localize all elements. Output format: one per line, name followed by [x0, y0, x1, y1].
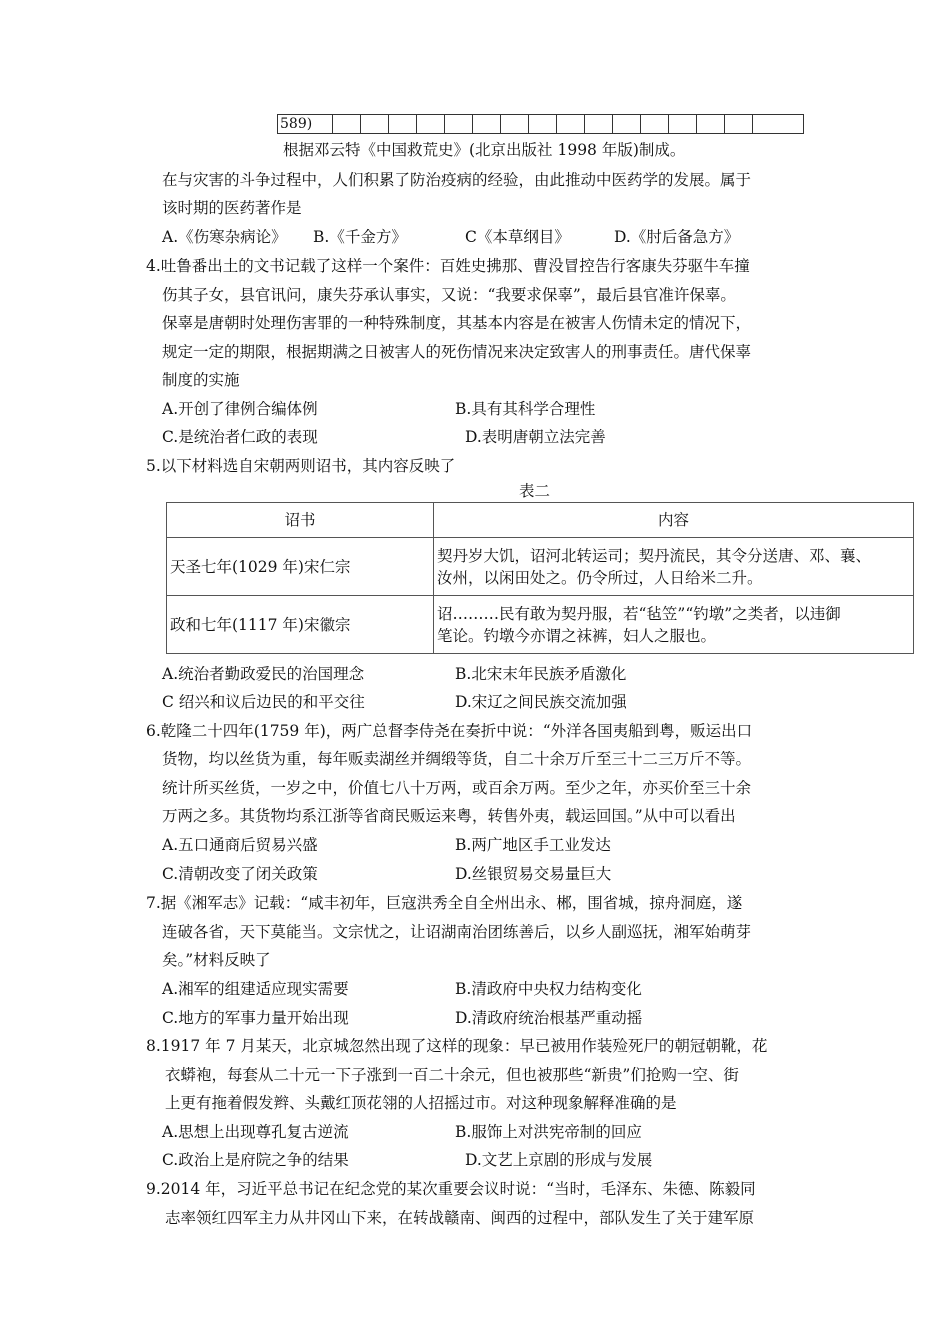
- q4-stem-line: 规定一定的期限，根据期满之日被害人的死伤情况来决定致害人的刑事责任。唐代保辜: [162, 343, 752, 361]
- content-cell: [434, 538, 914, 596]
- column-header-content: 内容: [434, 503, 914, 538]
- q4-option-d: D.表明唐朝立法完善: [465, 428, 606, 446]
- content-line: 诏………民有敢为契丹服，若“毡笠”“钓墩”之类者，以违御: [437, 604, 841, 623]
- q3-option-b: B.《千金方》: [313, 228, 407, 246]
- table-cell: [557, 115, 585, 134]
- q7-stem-line: 7.据《湘军志》记载：“咸丰初年，巨寇洪秀全自全州出永、郴，围省城，掠舟洞庭，遂: [146, 894, 743, 912]
- table-header-row: [167, 503, 914, 538]
- q8-option-c: C.政治上是府院之争的结果: [162, 1151, 349, 1169]
- edict-table: [166, 502, 914, 654]
- q7-stem-line: 矣。”材料反映了: [162, 951, 271, 969]
- q3-option-a: A.《伤寒杂病论》: [162, 228, 287, 246]
- table-cell: [473, 115, 501, 134]
- q4-option-a: A.开创了律例合编体例: [162, 400, 318, 418]
- q3-stem-line: 该时期的医药著作是: [162, 199, 302, 217]
- column-header-edict: 诏书: [167, 503, 434, 538]
- source-note: 根据邓云特《中国救荒史》(北京出版社 1998 年版)制成。: [283, 141, 686, 159]
- q3-option-d: D.《肘后备急方》: [614, 228, 740, 246]
- q7-option-d: D.清政府统治根基严重动摇: [455, 1009, 643, 1027]
- q5-option-b: B.北宋末年民族矛盾激化: [455, 665, 627, 683]
- table-cell: [613, 115, 641, 134]
- top-data-table: [277, 114, 804, 134]
- q7-stem-line: 连破各省，天下莫能当。文宗忧之，让诏湖南治团练善后，以乡人副巡抚，湘军始萌芽: [162, 923, 752, 941]
- q6-stem-line: 货物，均以丝货为重，每年贩卖湖丝并绸缎等货，自二十余万斤至三十二三万斤不等。: [162, 750, 752, 768]
- table-row: [167, 596, 914, 654]
- table-cell: [529, 115, 557, 134]
- content-line: 笔论。钓墩今亦谓之袜裤，妇人之服也。: [437, 626, 717, 645]
- q8-option-d: D.文艺上京剧的形成与发展: [465, 1151, 653, 1169]
- q7-option-b: B.清政府中央权力结构变化: [455, 980, 642, 998]
- q5-option-c: C 绍兴和议后边民的和平交往: [162, 693, 365, 711]
- q3-stem-line: 在与灾害的斗争过程中，人们积累了防治疫病的经验，由此推动中医药学的发展。属于: [162, 171, 752, 189]
- edict-cell: 政和七年(1117 年)宋徽宗: [167, 596, 434, 654]
- table-cell: [333, 115, 361, 134]
- q6-option-b: B.两广地区手工业发达: [455, 836, 611, 854]
- q6-stem-line: 万两之多。其货物均系江浙等省商民贩运来粤，转售外夷，载运回国。”从中可以看出: [162, 807, 736, 825]
- edict-cell: 天圣七年(1029 年)宋仁宗: [167, 538, 434, 596]
- q6-stem-line: 统计所买丝货，一岁之中，价值七八十万两，或百余万两。至少之年，亦买价至三十余: [162, 779, 752, 797]
- table-cell: [389, 115, 417, 134]
- q8-option-b: B.服饰上对洪宪帝制的回应: [455, 1123, 642, 1141]
- q4-stem-line: 保辜是唐朝时处理伤害罪的一种特殊制度，其基本内容是在被害人伤情未定的情况下，: [162, 314, 752, 332]
- q6-option-d: D.丝银贸易交易量巨大: [455, 865, 612, 883]
- table-cell: [641, 115, 669, 134]
- table-cell: [445, 115, 473, 134]
- table-cell: [361, 115, 389, 134]
- table-cell: [753, 115, 804, 134]
- table-cell: [725, 115, 753, 134]
- content-cell: [434, 596, 914, 654]
- table-row: [167, 538, 914, 596]
- table-cell: 589): [278, 115, 333, 134]
- q5-stem: 5.以下材料选自宋朝两则诏书，其内容反映了: [146, 457, 456, 475]
- q8-stem-line: 衣蟒袍，每套从二十元一下子涨到一百二十余元，但也被那些“新贵”们抢购一空、街: [165, 1066, 739, 1084]
- q4-stem-line: 4.吐鲁番出土的文书记载了这样一个案件：百姓史拂那、曹没冒控告行客康失芬驱牛车撞: [146, 257, 750, 275]
- q4-option-b: B.具有其科学合理性: [455, 400, 596, 418]
- q8-option-a: A.思想上出现尊孔复古逆流: [162, 1123, 349, 1141]
- q6-stem-line: 6.乾隆二十四年(1759 年)，两广总督李侍尧在奏折中说：“外洋各国夷船到粤，贩运出口: [146, 722, 753, 740]
- q9-stem-line: 志率领红四军主力从井冈山下来，在转战赣南、闽西的过程中，部队发生了关于建军原: [165, 1209, 755, 1227]
- table-cell: [417, 115, 445, 134]
- q9-stem-line: 9.2014 年，习近平总书记在纪念党的某次重要会议时说：“当时，毛泽东、朱德、陈毅同: [146, 1180, 756, 1198]
- q6-option-c: C.清朝改变了闭关政策: [162, 865, 318, 883]
- q6-option-a: A.五口通商后贸易兴盛: [162, 836, 318, 854]
- q7-option-a: A.湘军的组建适应现实需要: [162, 980, 349, 998]
- q8-stem-line: 8.1917 年 7 月某天，北京城忽然出现了这样的现象：早已被用作装殓死尸的朝冠朝靴，花: [146, 1037, 768, 1055]
- q5-option-a: A.统治者勤政爱民的治国理念: [162, 665, 365, 683]
- table-cell: [669, 115, 697, 134]
- q5-option-d: D.宋辽之间民族交流加强: [455, 693, 627, 711]
- q8-stem-line: 上更有拖着假发辫、头戴红顶花翎的人招摇过市。对这种现象解释准确的是: [165, 1094, 677, 1112]
- table-title: 表二: [519, 482, 551, 500]
- table-cell: [697, 115, 725, 134]
- content-line: 汝州，以闲田处之。仍令所过，人日给米二升。: [437, 568, 763, 587]
- q4-option-c: C.是统治者仁政的表现: [162, 428, 318, 446]
- q4-stem-line: 伤其子女，县官讯问，康失芬承认事实，又说：“我要求保辜”，最后县官准许保辜。: [162, 286, 736, 304]
- table-cell: [585, 115, 613, 134]
- q4-stem-line: 制度的实施: [162, 371, 240, 389]
- q7-option-c: C.地方的军事力量开始出现: [162, 1009, 349, 1027]
- q3-option-c: C《本草纲目》: [465, 228, 570, 246]
- content-line: 契丹岁大饥，诏河北转运司；契丹流民，其令分送唐、邓、襄、: [437, 546, 872, 565]
- table-cell: [501, 115, 529, 134]
